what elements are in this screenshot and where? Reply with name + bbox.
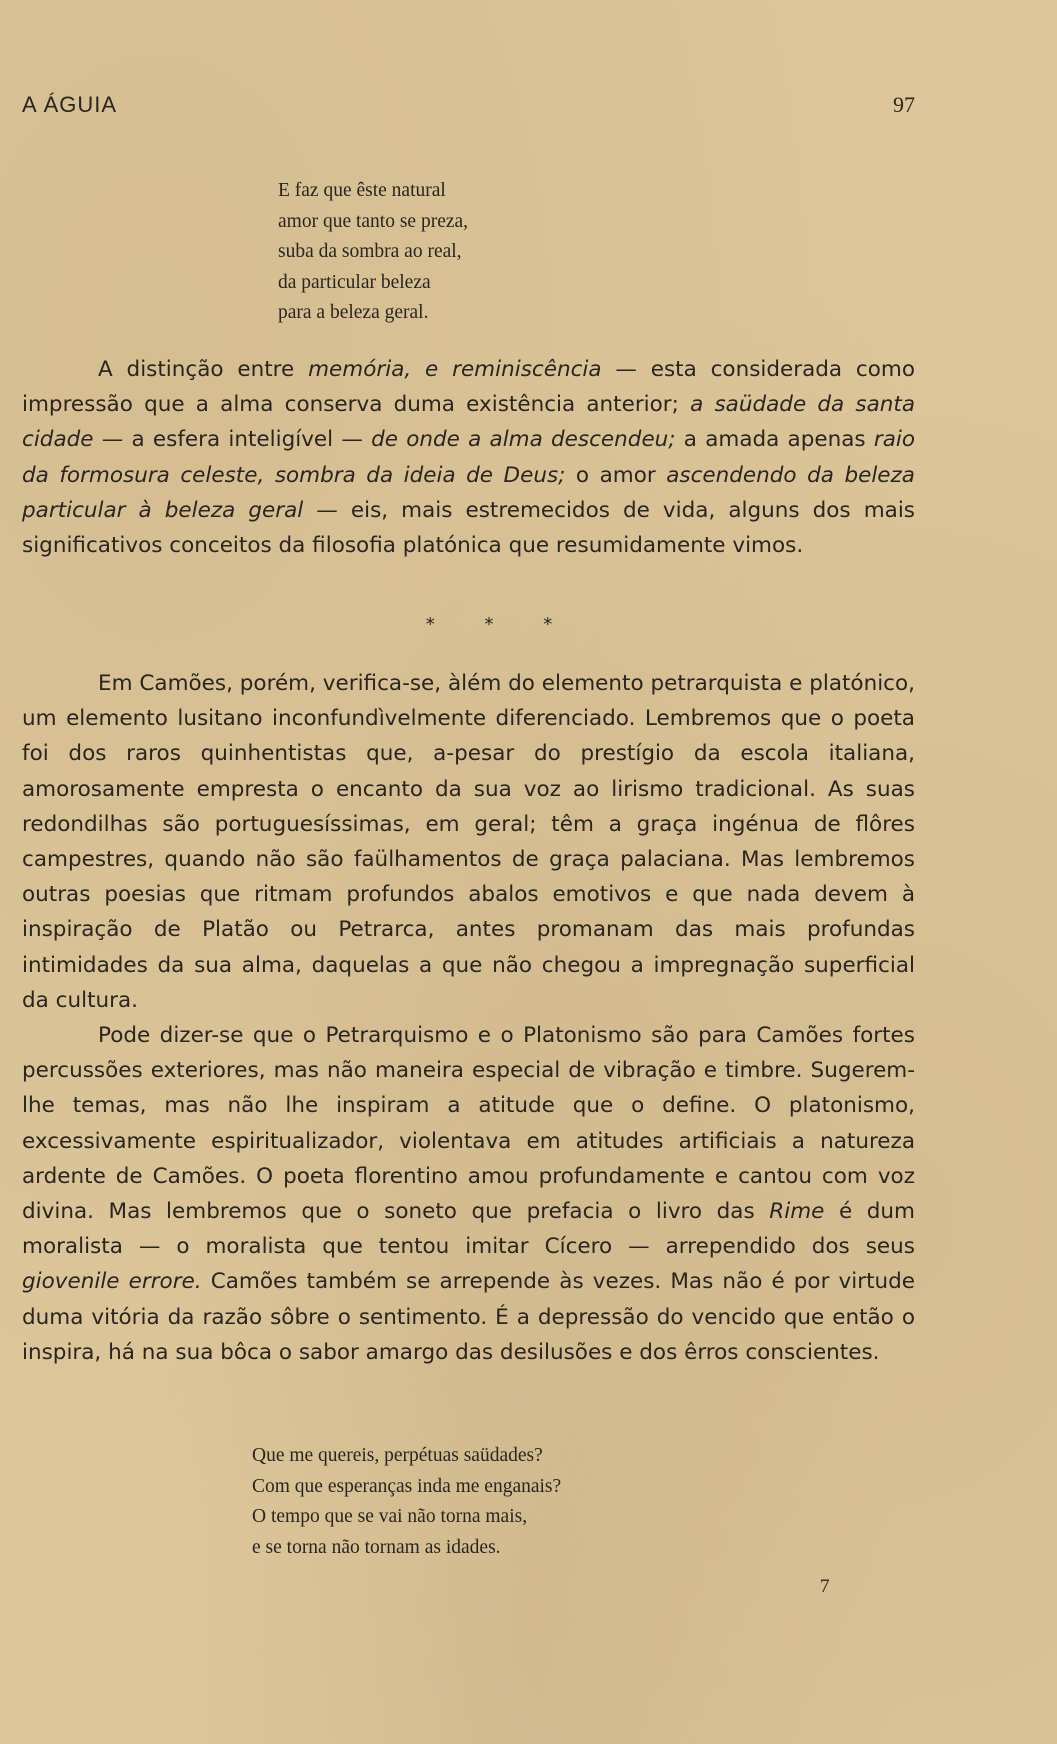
text-run: — a esfera inteligível — <box>93 427 372 453</box>
text-run: A distinção entre <box>98 357 309 382</box>
printer-signature-mark: 7 <box>820 1576 830 1597</box>
body-text-section-1 <box>22 352 915 563</box>
text-run-italic: giovenile errore. <box>22 1269 202 1295</box>
text-run: Pode dizer-se que o Petrarquismo e o Platonismo são para Camões fortes percussões exteriores, mas não maneira especial de vibração e timbre. Sugerem-lhe temas, mas não lhe inspiram a atitude que o define. O platonismo, excessivamente espiritualizador, violentava em atitudes artificiais a natureza ardente de Camões. O poeta florentino amou profundamente e cantou com voz divina. Mas lembremos que o soneto que prefacia o livro das <box>22 1023 915 1225</box>
verse-quote-top <box>278 176 468 329</box>
verse-line: Com que esperanças inda me enganais? <box>252 1475 562 1497</box>
text-run: — esta considerada como impressão que a alma conserva duma existência anterior; <box>22 357 915 418</box>
text-run: é dum moralista — o moralista que tentou imitar Cícero — arrependido dos seus <box>22 1199 915 1260</box>
text-run: o amor <box>565 462 667 488</box>
text-run-italic: raio da formosura celeste, sombra da ideia de Deus; <box>22 427 916 488</box>
verse-line: e se torna não tornam as idades. <box>252 1536 501 1558</box>
section-break-asterism: * * * <box>425 614 575 635</box>
verse-line: para a beleza geral. <box>278 302 429 323</box>
paragraph <box>22 352 915 563</box>
verse-line: Que me quereis, perpétuas saüdades? <box>252 1445 543 1466</box>
verse-quote-bottom <box>252 1441 561 1563</box>
verse-line: O tempo que se vai não torna mais, <box>252 1506 528 1527</box>
text-run-italic: a saüdade da santa cidade <box>22 392 915 453</box>
text-run-italic: ascendendo da beleza particular à beleza geral <box>22 462 915 523</box>
paragraph <box>22 1018 915 1370</box>
text-run: Camões também se arrepende às vezes. Mas não é por virtude duma vitória da razão sôbre o sentimento. É a depressão do vencido que então o inspira, há na sua bôca o sabor amargo das desilusões e dos êrros conscientes. <box>22 1269 916 1365</box>
text-run-italic: memória, e reminiscência <box>308 357 602 382</box>
text-run-italic: Rime <box>769 1199 825 1225</box>
text-run-italic: de onde a alma descendeu; <box>371 427 676 453</box>
verse-line: amor que tanto se preza, <box>278 210 469 232</box>
running-title: A ÁGUIA <box>22 92 118 117</box>
text-run: a amada apenas <box>675 427 874 453</box>
text-run: — eis, mais estremecidos de vida, alguns dos mais significativos conceitos da filosofia platónica que resumidamente vimos. <box>22 497 915 559</box>
paragraph: Em Camões, porém, verifica-se, àlém do elemento petrarquista e platónico, um elemento lusitano inconfundìvelmente diferenciado. Lembremos que o poeta foi dos raros quinhentistas que, a-pesar do prestígio da escola italiana, amorosamente empresta o encanto da sua voz ao lirismo tradicional. As suas redondilhas são portuguesíssimas, em geral; têm a graça ingénua de flôres campestres, quando não são faülhamentos de graça palaciana. Mas lembremos outras poesias que ritmam profundos abalos emotivos e que nada devem à inspiração de Platão ou Petrarca, antes promanam das mais profundas intimidades da sua alma, daquelas a que não chegou a impregnação superficial da cultura. <box>22 671 915 1013</box>
verse-line: da particular beleza <box>278 271 431 293</box>
verse-line: E faz que êste natural <box>278 180 446 201</box>
body-text-section-2 <box>22 666 915 1370</box>
page-number: 97 <box>893 92 915 117</box>
verse-line: suba da sombra ao real, <box>278 241 462 262</box>
